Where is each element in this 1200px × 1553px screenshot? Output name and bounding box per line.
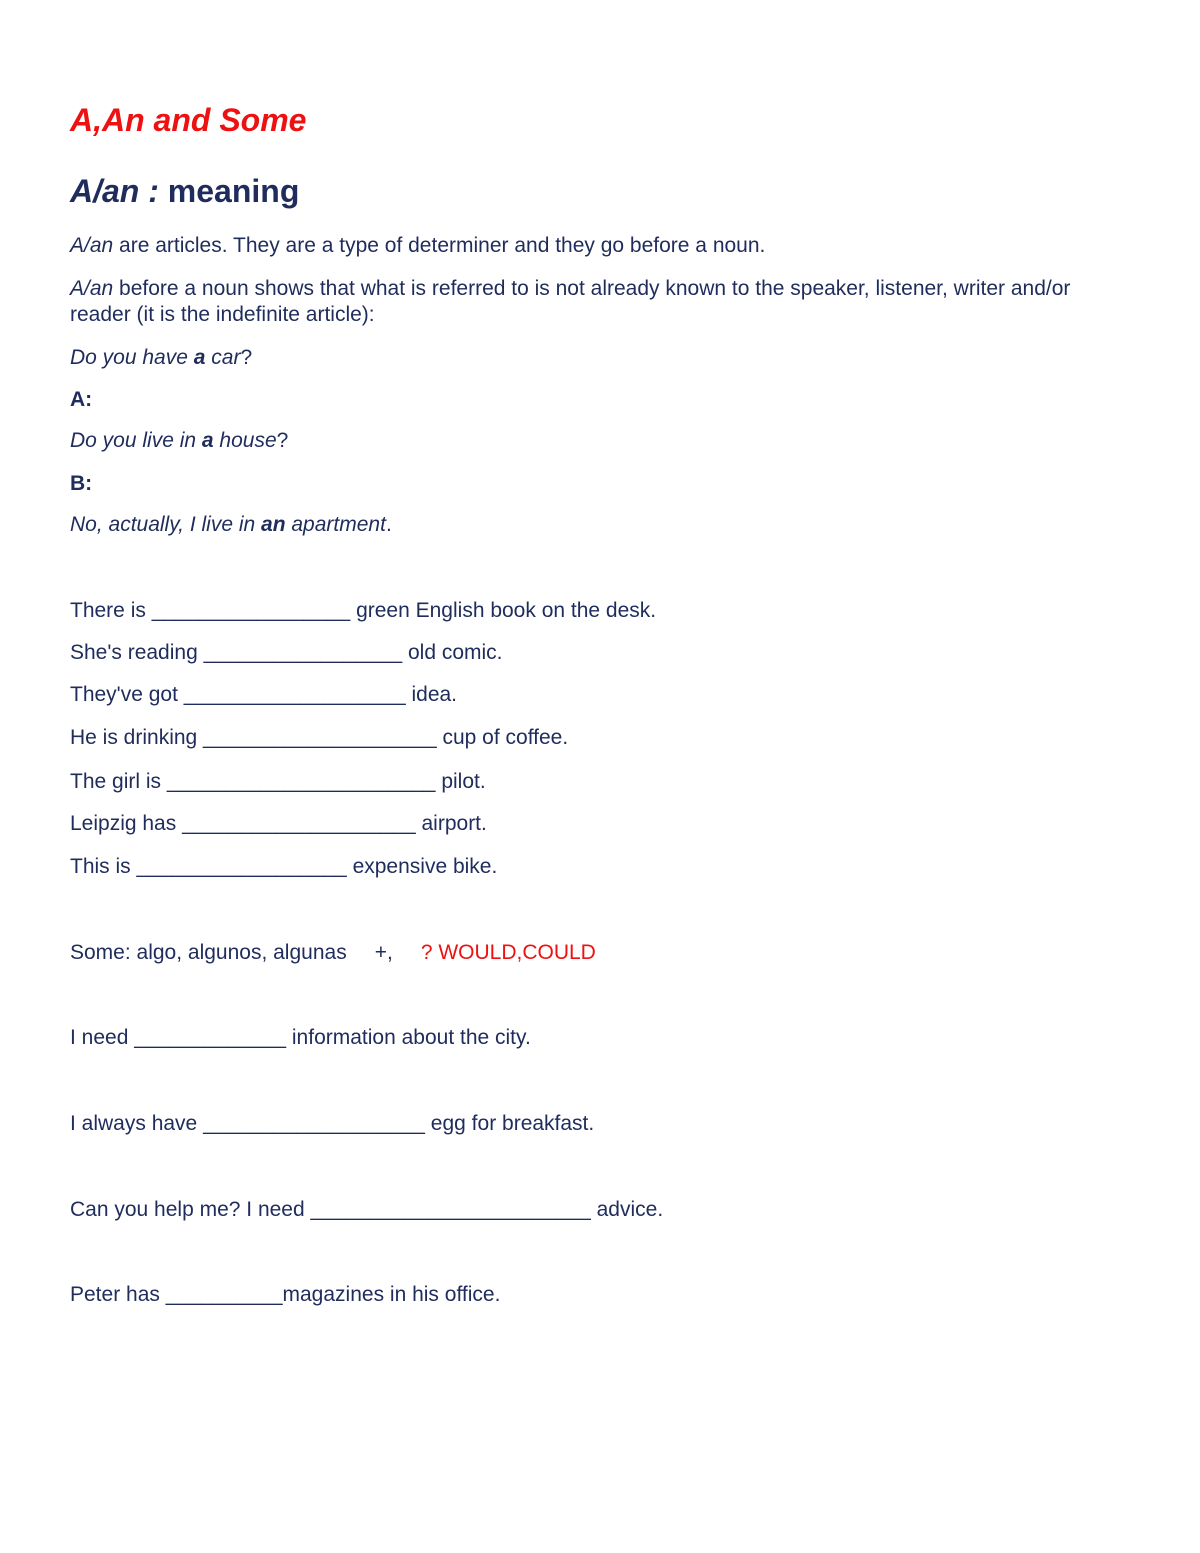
example-punct: ? bbox=[240, 346, 253, 369]
some-meaning: Some: algo, algunos, algunas bbox=[70, 941, 347, 964]
speaker-a-label: A: bbox=[70, 388, 93, 411]
example-punct: . bbox=[385, 513, 392, 536]
intro-p2-text: before a noun shows that what is referred to is not already known to the speaker, listener, writer and/or reader (it is the indefinite article): bbox=[70, 277, 1071, 326]
intro-p1-text: are articles. They are a type of determiner and they go before a noun. bbox=[113, 234, 766, 257]
exercise-line: I need _____________ information about the city. bbox=[70, 1026, 531, 1049]
exercise-line: Leipzig has ____________________ airport. bbox=[70, 812, 487, 835]
example-text: apartment bbox=[285, 513, 386, 536]
exercise-line: They've got ___________________ idea. bbox=[70, 683, 458, 706]
example-text: No, actually, I live in bbox=[70, 513, 262, 536]
example-text: car bbox=[205, 346, 241, 369]
exercise-line: He is drinking ____________________ cup of coffee. bbox=[70, 726, 569, 749]
example-text: house bbox=[213, 429, 277, 452]
intro-p2-term: A/an bbox=[70, 277, 114, 300]
exercise-line: She's reading _________________ old comic. bbox=[70, 641, 503, 664]
intro-paragraph-1 bbox=[70, 233, 765, 259]
heading-italic: A/an : bbox=[70, 173, 159, 209]
heading-plain: meaning bbox=[158, 173, 300, 209]
section-heading bbox=[70, 171, 299, 211]
page-title: A,An and Some bbox=[70, 102, 307, 138]
example-article: a bbox=[201, 429, 214, 452]
intro-p1-term: A/an bbox=[70, 234, 114, 257]
example-punct: ? bbox=[276, 429, 289, 452]
example-sentence-3 bbox=[70, 512, 392, 538]
exercise-line: There is _________________ green English book on the desk. bbox=[70, 599, 657, 622]
some-symbols: +, bbox=[374, 941, 393, 964]
exercise-line: The girl is _______________________ pilot. bbox=[70, 770, 486, 793]
example-article: an bbox=[261, 513, 286, 536]
intro-paragraph-2 bbox=[70, 276, 1130, 328]
some-rule-line bbox=[70, 940, 596, 966]
exercise-line: This is __________________ expensive bike. bbox=[70, 855, 498, 878]
exercise-line: I always have ___________________ egg for breakfast. bbox=[70, 1112, 595, 1135]
example-text: Do you have bbox=[70, 346, 194, 369]
example-sentence-2 bbox=[70, 428, 288, 454]
some-note-red: ? WOULD,COULD bbox=[420, 941, 596, 964]
exercise-line: Can you help me? I need ________________________ advice. bbox=[70, 1198, 664, 1221]
example-article: a bbox=[193, 346, 206, 369]
exercise-line: Peter has __________magazines in his office. bbox=[70, 1283, 501, 1306]
speaker-b-label: B: bbox=[70, 472, 93, 495]
example-text: Do you live in bbox=[70, 429, 202, 452]
example-sentence-1 bbox=[70, 345, 252, 371]
